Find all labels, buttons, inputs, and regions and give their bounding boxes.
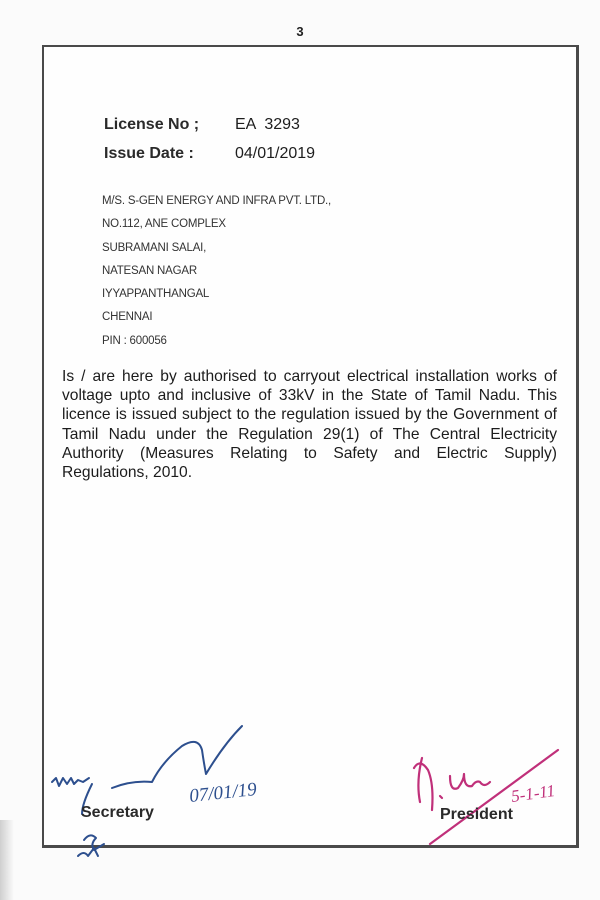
issue-date-label: Issue Date : xyxy=(104,145,194,162)
president-date: 5-1-11 xyxy=(509,781,557,806)
authorisation-text: Is / are here by authorised to carryout electrical installation works of voltage upto and inclusive of 33kV in the State of Tamil Nadu. This licence is issued subject to the regulation issued by the Government of Tamil Nadu under the Regulation 29(1) of The Central Electricity Authority (Measures Relating to Safety and Electric Supply) Regulations, 2010. xyxy=(62,368,557,482)
address-line: PIN : 600056 xyxy=(102,334,167,347)
license-number-value: EA 3293 xyxy=(235,116,300,133)
secretary-label: Secretary xyxy=(81,804,154,821)
secretary-date: 07/01/19 xyxy=(188,779,258,807)
secretary-signature xyxy=(40,720,300,870)
licensee-address xyxy=(102,190,331,353)
address-line: NATESAN NAGAR xyxy=(102,264,197,277)
address-line: M/S. S-GEN ENERGY AND INFRA PVT. LTD., xyxy=(102,195,332,207)
scan-shadow xyxy=(0,820,14,900)
address-line: SUBRAMANI SALAI, xyxy=(102,241,207,254)
issue-date-value: 04/01/2019 xyxy=(235,145,316,162)
address-line: IYYAPPANTHANGAL xyxy=(102,288,210,301)
issue-date-row xyxy=(104,145,316,163)
president-signature xyxy=(400,740,570,850)
address-line: NO.112, ANE COMPLEX xyxy=(102,218,226,231)
address-line: CHENNAI xyxy=(102,311,153,324)
president-label: President xyxy=(440,806,513,823)
license-number-label: License No ; xyxy=(104,116,200,133)
page-number: 3 xyxy=(296,24,304,39)
license-number-row xyxy=(104,116,300,134)
